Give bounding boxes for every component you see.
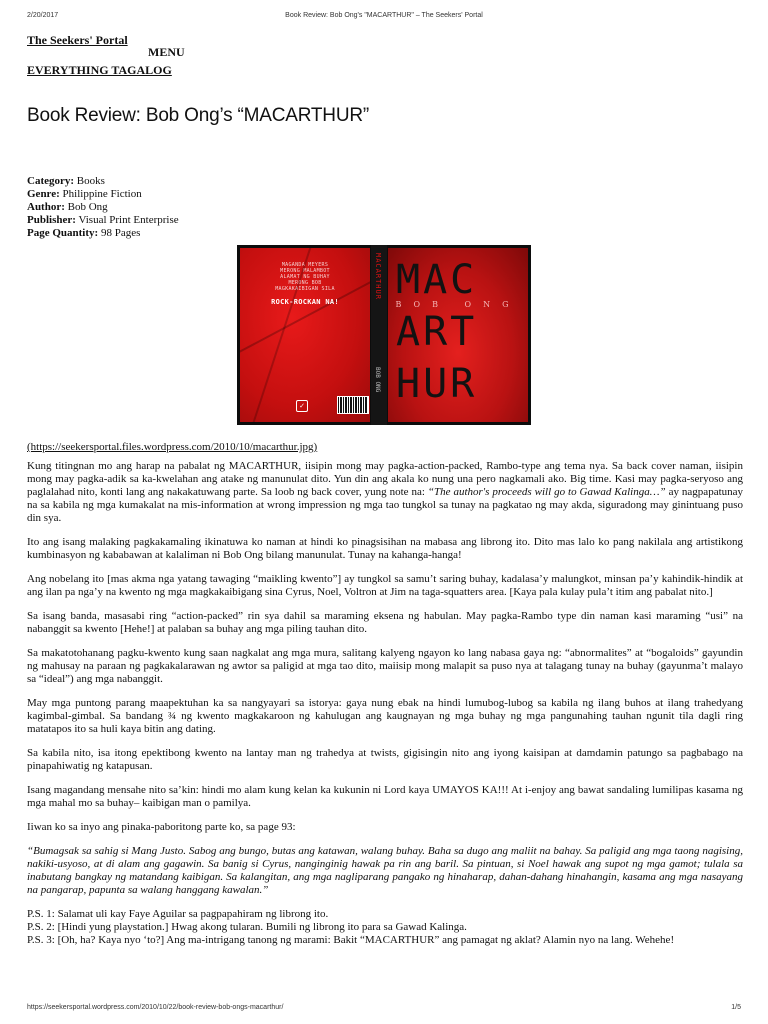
back-cover-blurb: MAGANDA MEYERS MERONG MALAMBOT ALAMAT NG BUHAY MERONG BOB MAGKAKAIBIGAN SILA ROCK-ROCKAN NA! [271, 262, 339, 306]
postscript-3: P.S. 3: [Oh, ha? Kaya nyo ‘to?] Ang ma-intrigang tanong ng marami: Bakit “MACARTHUR” ang pamagat ng aklat? Alamin nyo na lang. Wehehe! [27, 934, 675, 946]
print-page-title: Book Review: Bob Ong's "MACARTHUR" – The Seekers' Portal [285, 12, 483, 19]
paragraph: Kung titingnan mo ang harap na pabalat ng MACARTHUR, iisipin mong may pagka-action-packed, Rambo-type ang tema nya. Sa back cover naman, iisipin mong may pagka-adik sa ka-kwelahan ang atake ng manunulat dito. Yun din ang akala ko nung una pero nagkamali ako. Big time. Kasi may pagka-seryoso ang paglalahad nito, konti lang ang nakakatuwang parte. Sa loob ng back cover, yung note na: “The author's proceeds will go to Gawad Kalinga…” ay nagpapatunay na sa kabila ng mga kumakalat na mis-information at wrong impression ng mga tao tungkol sa tunay na pagkatao ng may akda, siguradong may ginintuang puso din sya. [27, 460, 744, 524]
meta-author: Author: Bob Ong [27, 201, 108, 213]
review-body [27, 460, 743, 947]
paragraph: Sa kabila nito, isa itong epektibong kwento na lantay man ng trahedya at twists, gigisingin nito ang iyong kaisipan at damdamin patungo sa pagbabago na pinapahiwatig ng katapusan. [27, 747, 743, 772]
publisher-logo-icon: ✓ [296, 400, 308, 412]
postscript-1: P.S. 1: Salamat uli kay Faye Aguilar sa pagpapahiram ng librong ito. [27, 908, 329, 920]
front-cover-title: MAC ART HUR [396, 257, 478, 407]
favorite-quote: “Bumagsak sa sahig si Mang Justo. Sabog ang bungo, butas ang katawan, walang buhay. Baha sa dugo ang maliit na bahay. Sa paligid ang mga taong nagising, nakiki-usyoso, at di alam ang gagawin. Sa banig si Cyrus, nanginginig hawak pa rin ang baril. Sa pintuan, si Noel hawak ang supot ng mga gamot; tulala sa inabutang bangkay ng matandang kaibigan. Sa kalangitan, ang mga nagliparang pangako ng hinaharap, dahan-dahang hinahangin, kasama ang mga nasayang na pangarap, papunta sa walang hanggang kawalan.” [27, 845, 743, 896]
menu-button[interactable]: MENU [148, 45, 185, 59]
book-cover-image[interactable] [237, 245, 531, 425]
print-header [27, 12, 741, 24]
spine-author: BOB ONG [374, 367, 381, 393]
barcode-icon [337, 396, 369, 414]
front-cover-author: BOB ONG [395, 300, 521, 309]
paragraph: Ito ang isang malaking pagkakamaling ikinatuwa ko naman at hindi ko pinagsisihan na mabasa ang librong ito. Dito mas lalo ko pang nakilala ang artistikong kumbinasyon ng kababawan at kalaliman ni Bob Ong bilang manunulat. Tunay na kahanga-hanga! [27, 536, 743, 561]
book-meta [27, 175, 179, 240]
front-cover [388, 248, 528, 422]
post-title: Book Review: Bob Ong’s “MACARTHUR” [27, 105, 369, 126]
paragraph: Isang magandang mensahe nito sa’kin: hindi mo alam kung kelan ka kukunin ni Lord kaya UMAYOS KA!!! At i-enjoy ang bawat sandaling lumilipas kasama ng mga mahal mo sa buhay– kaibigan man o pamilya. [27, 784, 743, 809]
paragraph: May mga puntong parang maapektuhan ka sa nangyayari sa istorya: gaya nung ebak na hindi lumubog-lubog sa kabila ng ilang buhos at ilang trahedyang kagimbal-gimbal. Sa bandang ¾ ng kwento magkakaroon ng kahulugan ang kaugnayan ng mga buhay ng mga pangunahing tauhan ngunit tila dagli ring matatapos ito sa huli kaya bitin ang dating. [27, 697, 743, 735]
spine-title: MACARTHUR [374, 253, 382, 300]
meta-genre: Genre: Philippine Fiction [27, 188, 142, 200]
site-title-link[interactable]: The Seekers' Portal [27, 33, 128, 47]
image-source-link[interactable]: (https://seekersportal.files.wordpress.com/2010/10/macarthur.jpg) [27, 441, 318, 453]
postscript-2: P.S. 2: [Hindi yung playstation.] Hwag akong tularan. Bumili ng librong ito para sa Gawad Kalinga. [27, 921, 467, 933]
meta-publisher: Publisher: Visual Print Enterprise [27, 214, 179, 226]
category-link[interactable]: EVERYTHING TAGALOG [27, 63, 172, 77]
paragraph: Ang nobelang ito [mas akma nga yatang tawaging “maikling kwento”] ay tungkol sa samu’t saring buhay, kadalasa’y malungkot, minsan pa’y kahindik-hindik at ang ilan pa nga’y na kwento ng mga magkakaibigang sina Cyrus, Noel, Voltron at Jim na taga-squatters area. [Kaya pala kulay pula’t itim ang pabalat nito.] [27, 573, 743, 598]
paragraph: Sa isang banda, masasabi ring “action-packed” rin sya dahil sa maraming eksena ng habulan. May pagka-Rambo type din naman kasi maraming “usi” na nabanggit sa kwento [Hehe!] at palaban sa buhay ang mga piling tauhan dito. [27, 610, 743, 635]
book-spine [371, 245, 387, 425]
print-date: 2/20/2017 [27, 12, 59, 19]
meta-page-quantity: Page Quantity: 98 Pages [27, 227, 141, 239]
meta-category: Category: Books [27, 175, 105, 187]
print-footer [27, 1004, 741, 1014]
back-cover [240, 248, 370, 422]
print-page-number: 1/5 [731, 1004, 741, 1011]
paragraph: Iiwan ko sa inyo ang pinaka-paboritong parte ko, sa page 93: [27, 821, 296, 833]
print-url: https://seekersportal.wordpress.com/2010/10/22/book-review-bob-ongs-macarthur/ [27, 1004, 284, 1011]
paragraph: Sa makatotohanang pagku-kwento kung saan nagkalat ang mga mura, salitang kalyeng ngayon ko lang nabasa gaya ng: “abnormalites” at “bogaloids” gayundin ng mahusay na paraan ng pagkakalarawan ng awtor sa paligid at mga tao dito, maiisip mong malapit sa puso nya at talagang tunay na buhay (gayunma’t malayo sa “ideal”) ang mga nabanggit. [27, 647, 743, 685]
